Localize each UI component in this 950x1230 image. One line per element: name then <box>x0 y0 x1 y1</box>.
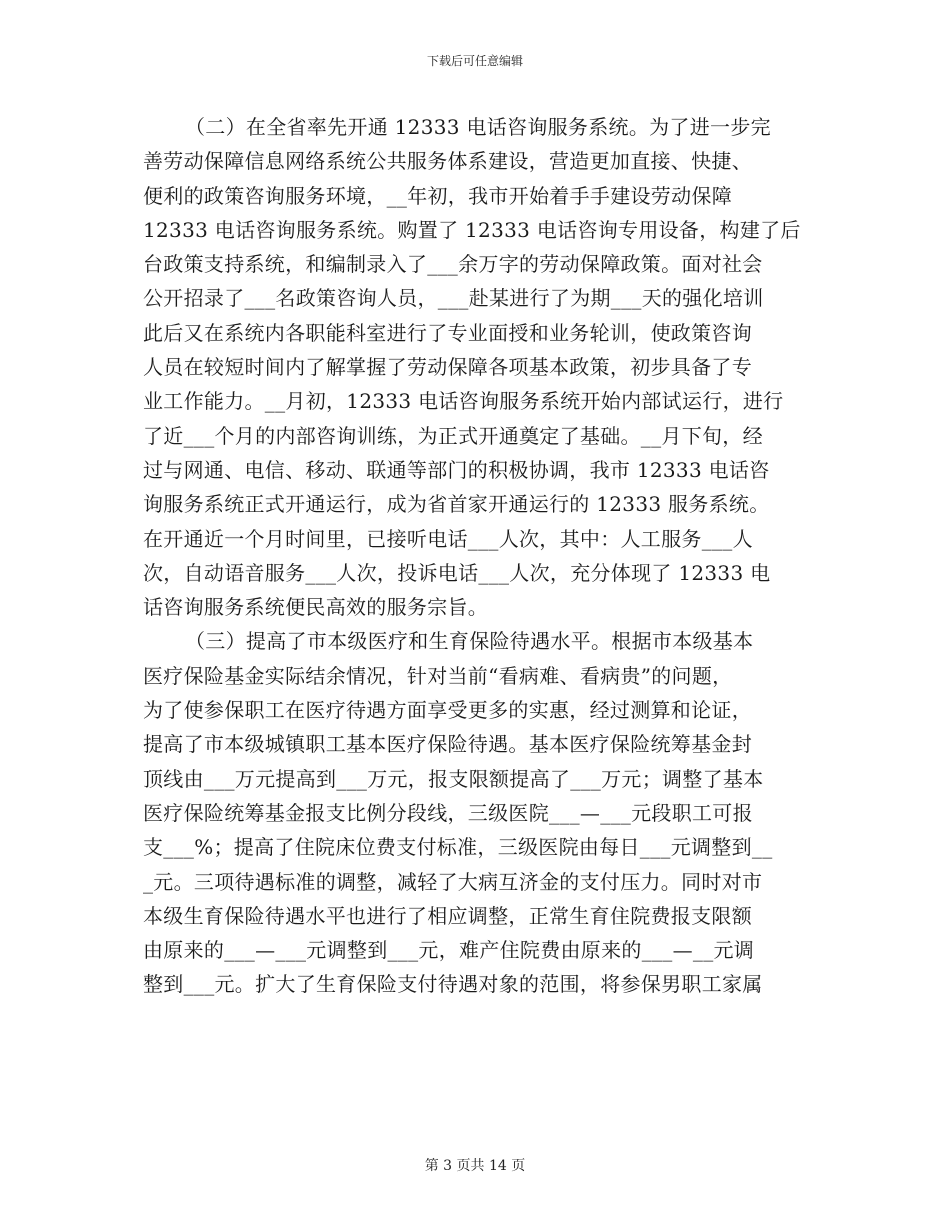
text-line: 提高了市本级城镇职工基本医疗保险待遇。基本医疗保险统筹基金封 <box>143 732 752 757</box>
text-line: （三）提高了市本级医疗和生育保险待遇水平。根据市本级基本 <box>185 629 754 654</box>
text-line: 整到___元。扩大了生育保险支付待遇对象的范围，将参保男职工家属 <box>143 972 763 997</box>
page-number: 第 3 页共 14 页 <box>424 1158 526 1174</box>
text-line: 询服务系统正式开通运行，成为省首家开通运行的 12333 服务系统。 <box>143 492 770 517</box>
text-line: 顶线由___万元提高到___万元，报支限额提高了___万元；调整了基本 <box>143 766 764 791</box>
text-line: 本级生育保险待遇水平也进行了相应调整，正常生育住院费报支限额 <box>143 903 752 928</box>
paragraph-section-3 <box>143 624 815 1001</box>
text-line: 了近___个月的内部咨询训练，为正式开通奠定了基础。__月下旬，经 <box>143 423 763 448</box>
text-line: 业工作能力。__月初，12333 电话咨询服务系统开始内部试运行，进行 <box>143 389 784 414</box>
text-line: 为了使参保职工在医疗待遇方面享受更多的实惠，经过测算和论证， <box>143 698 752 723</box>
text-line: 此后又在系统内各职能科室进行了专业面授和业务轮训，使政策咨询 <box>143 320 752 345</box>
text-line: 12333 电话咨询服务系统。购置了 12333 电话咨询专用设备，构建了后 <box>143 217 801 242</box>
text-line: 话咨询服务系统便民高效的服务宗旨。 <box>143 595 489 620</box>
text-line: （二）在全省率先开通 12333 电话咨询服务系统。为了进一步完 <box>185 115 771 139</box>
text-line: 便利的政策咨询服务环境，__年初，我市开始着手手建设劳动保障 <box>143 183 732 208</box>
text-line: 次，自动语音服务___人次，投诉电话___人次，充分体现了 12333 电 <box>143 560 771 585</box>
text-line: 公开招录了___名政策咨询人员，___赴某进行了为期___天的强化培训 <box>143 286 764 311</box>
text-line: 支___%；提高了住院床位费支付标准，三级医院由每日___元调整到__ <box>143 835 773 860</box>
text-line: 由原来的___—___元调整到___元，难产住院费由原来的___—__元调 <box>143 938 755 963</box>
document-body <box>143 110 815 1002</box>
text-line: 医疗保险基金实际结余情况，针对当前“看病难、看病贵”的问题， <box>143 663 733 688</box>
text-line: 善劳动保障信息网络系统公共服务体系建设，营造更加直接、快捷、 <box>143 149 752 174</box>
text-line: 人员在较短时间内了解掌握了劳动保障各项基本政策，初步具备了专 <box>143 355 752 380</box>
text-line: 台政策支持系统，和编制录入了___余万字的劳动保障政策。面对社会 <box>143 252 763 277</box>
paragraph-section-2 <box>143 110 815 624</box>
text-line: 在开通近一个月时间里，已接听电话___人次，其中：人工服务___人 <box>143 526 753 551</box>
page-header: 下载后可任意编辑 <box>426 54 523 68</box>
text-line: _元。三项待遇标准的调整，减轻了大病互济金的支付压力。同时对市 <box>143 869 763 894</box>
text-line: 过与网通、电信、移动、联通等部门的积极协调，我市 12333 电话咨 <box>143 457 770 482</box>
text-line: 医疗保险统筹基金报支比例分段线，三级医院___—___元段职工可报 <box>143 800 753 825</box>
